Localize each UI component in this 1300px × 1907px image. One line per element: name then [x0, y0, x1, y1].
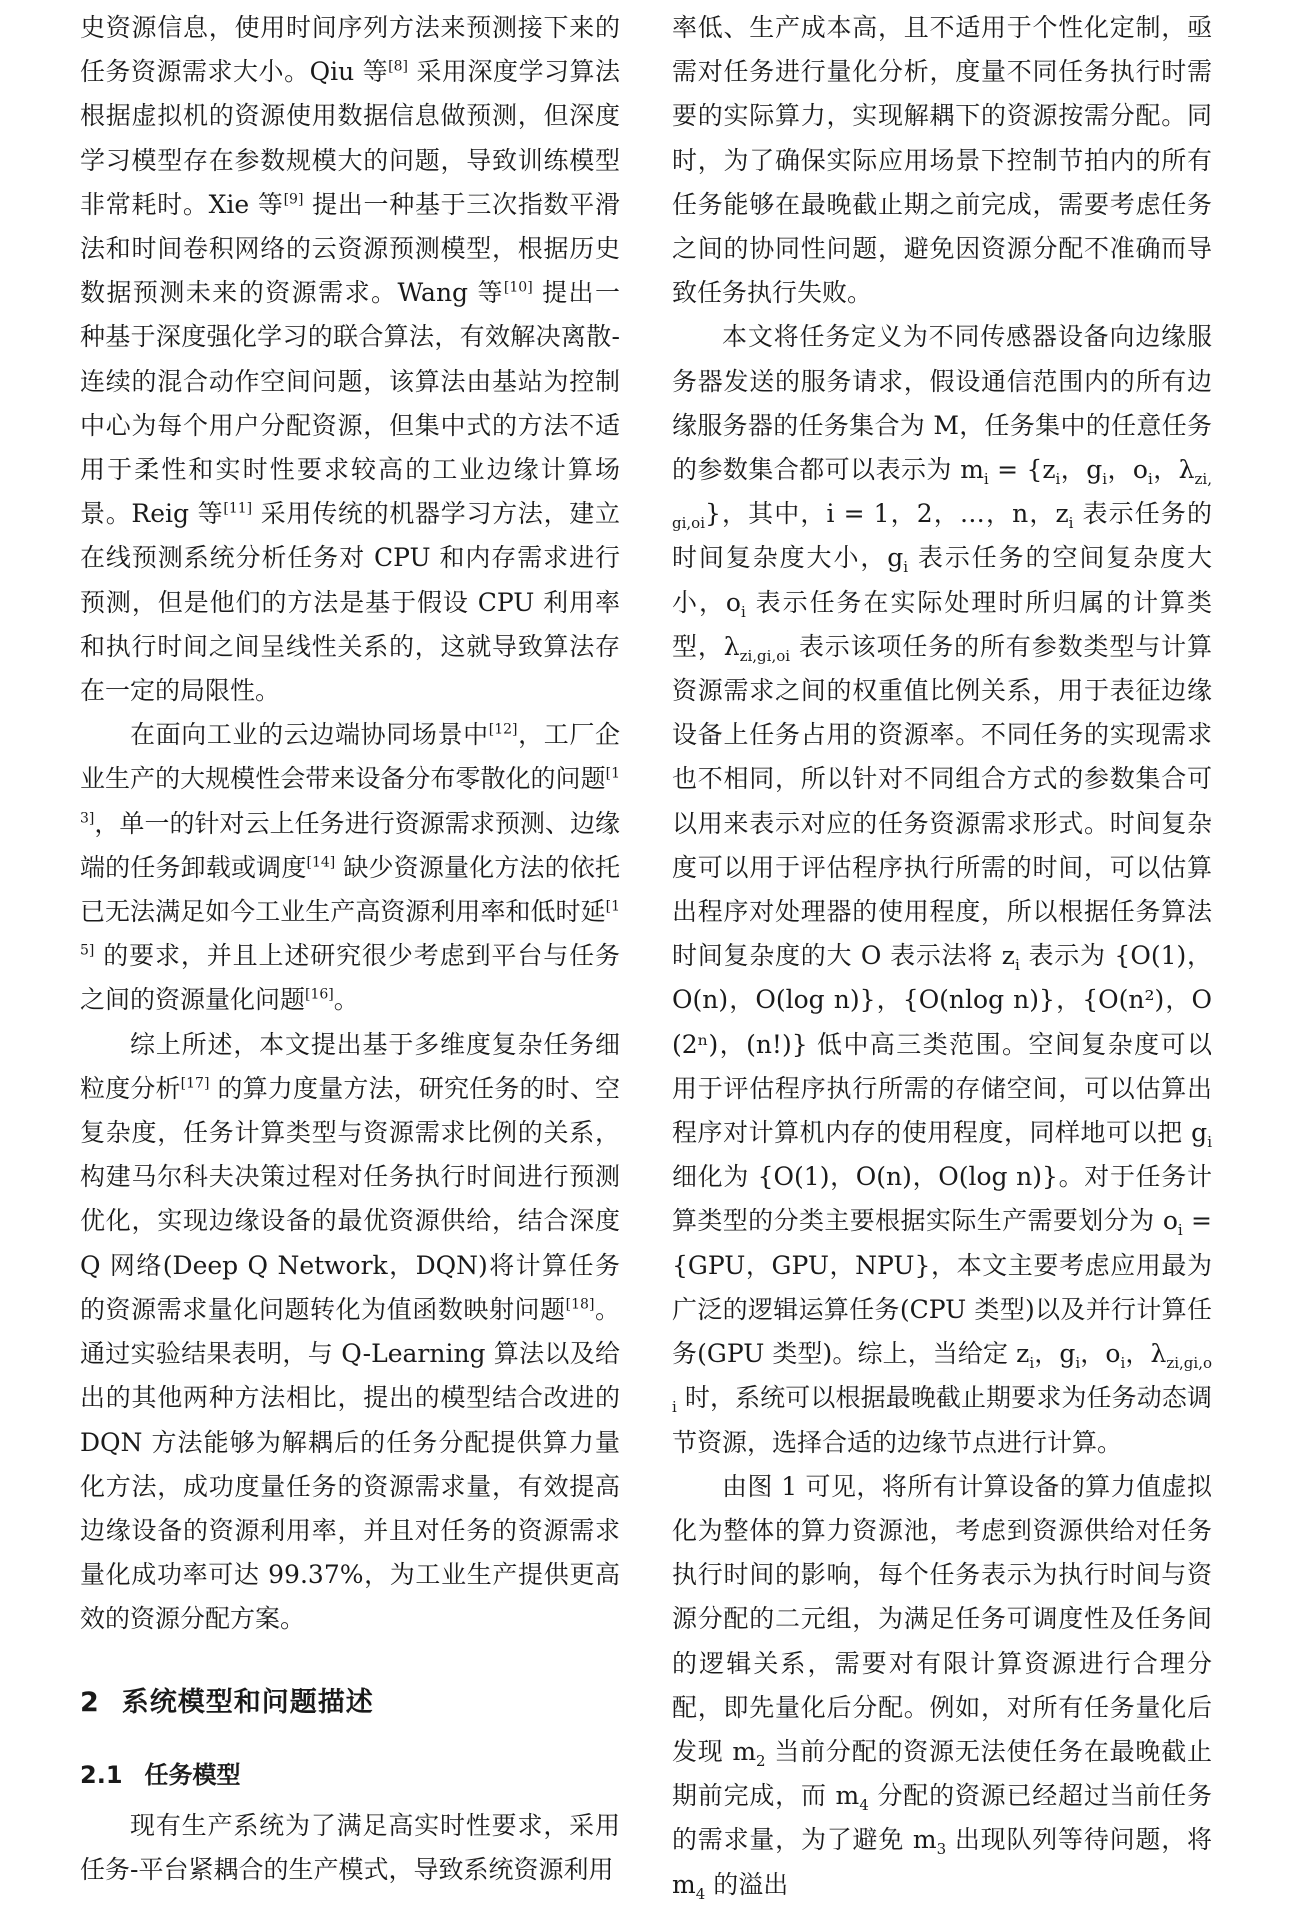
text: 。通过实验结果表明，与 Q-Learning 算法以及给出的其他两种方法相比，提出的模型结合改进的 DQN 方法能够为解耦后的任务分配提供算力量化方法，成功度量任务的资源需求量，有效提高边缘设备的资源利用率，并且对任务的资源需求量化成功率可达 99.37%，为工业生产提供更高效的资源分配方案。 — [80, 1294, 620, 1634]
text: = {GPU，GPU，NPU}，本文主要考虑应用最为广泛的逻辑运算任务(CPU 类型)以及并行计算任务(GPU 类型)。综上，当给定 z — [672, 1206, 1212, 1369]
text: 提出一种基于三次指数平滑法和时间卷积网络的云资源预测模型，根据历史数据预测未来的资源需求。Wang 等 — [80, 189, 620, 308]
text: ，单一的针对云上任务进行资源需求预测、边缘端的任务卸载或调度 — [80, 808, 620, 882]
subscript: i — [1055, 470, 1061, 489]
text: ，o — [1080, 1339, 1121, 1369]
text: 。 — [333, 985, 359, 1015]
text: 在面向工业的云边端协同场景中 — [130, 720, 489, 750]
subscript: zi,gi,oi — [739, 646, 791, 665]
subscript: i — [740, 602, 746, 621]
subscript: zi,gi,oi — [672, 1354, 1212, 1417]
text: 表示任务的空间复杂度大小，o — [672, 543, 1212, 617]
text: ，工厂企业生产的大规模性会带来设备分布零散化的问题 — [80, 720, 620, 794]
right-column — [672, 6, 1212, 1907]
subscript: i — [903, 558, 909, 577]
subscript: i — [1120, 1354, 1126, 1373]
text: 采用深度学习算法根据虚拟机的资源使用数据信息做预测，但深度学习模型存在参数规模大的问题，导致训练模型非常耗时。Xie 等 — [80, 57, 620, 219]
text: 出现队列等待问题，将 m — [672, 1825, 1212, 1899]
subscript: i — [1177, 1221, 1183, 1240]
citation: [16] — [305, 987, 334, 1004]
text: 表示任务在实际处理时所归属的计算类型，λ — [672, 587, 1212, 661]
left-column — [80, 6, 620, 1892]
subsection-title: 任务模型 — [144, 1760, 241, 1789]
subscript: 2 — [756, 1751, 766, 1770]
subscript: i — [1147, 470, 1153, 489]
text: 表示为 {O(1)，O(n)，O(log n)}，{O(nlog n)}，{O(n²)，O(2ⁿ)，(n!)} 低中高三类范围。空间复杂度可以用于评估程序执行所需的存储空间，可以估算出程序对计算机内存的使用程度，同样地可以把 g — [672, 941, 1212, 1148]
section-heading-2 — [80, 1680, 620, 1719]
text: 本文将任务定义为不同传感器设备向边缘服务器发送的服务请求，假设通信范围内的所有边缘服务器的任务集合为 M，任务集中的任意任务的参数集合都可以表示为 m — [672, 322, 1212, 485]
subsection-number: 2.1 — [80, 1760, 123, 1789]
subscript: i — [1075, 1354, 1081, 1373]
citation: [15] — [80, 898, 620, 959]
subscript: 4 — [695, 1884, 706, 1903]
left-paragraph-3 — [80, 1023, 620, 1642]
citation: [18] — [565, 1296, 595, 1313]
citation: [11] — [223, 500, 253, 517]
text: 的溢出 — [705, 1869, 789, 1899]
text: 缺少资源量化方法的依托已无法满足如今工业生产高资源利用率和低时延 — [80, 852, 620, 927]
citation: [8] — [388, 58, 408, 75]
text: 表示该项任务的所有参数类型与计算资源需求之间的权重值比例关系，用于表征边缘设备上任务占用的资源率。不同任务的实现需求也不相同，所以针对不同组合方式的参数集合可以用来表示对应的任务资源需求形式。时间复杂度可以用于评估程序执行所需的时间，可以估算出程序对处理器的使用程度，所以根据任务算法时间复杂度的大 O 表示法将 z — [672, 631, 1212, 971]
citation: [17] — [180, 1075, 210, 1092]
subscript: i — [1029, 1354, 1035, 1373]
text: ，o — [1107, 455, 1148, 485]
text: 细化为 {O(1)，O(n)，O(log n)}。对于任务计算类型的分类主要根据实际生产需要划分为 o — [672, 1162, 1212, 1236]
text: ，g — [1034, 1339, 1076, 1369]
citation: [10] — [503, 279, 533, 296]
text: ，λ — [1152, 455, 1195, 485]
subscript: i — [1207, 1133, 1212, 1152]
subscript: i — [1068, 514, 1074, 533]
text: 提出一种基于深度强化学习的联合算法，有效解决离散-连续的混合动作空间问题，该算法由基站为控制中心为每个用户分配资源，但集中式的方法不适用于柔性和实时性要求较高的工业边缘计算场景。Reig 等 — [80, 278, 620, 529]
citation: [9] — [283, 191, 304, 208]
text: 时，系统可以根据最晚截止期要求为任务动态调节资源，选择合适的边缘节点进行计算。 — [672, 1383, 1212, 1457]
text: 采用传统的机器学习方法，建立在线预测系统分析任务对 CPU 和内存需求进行预测，但是他们的方法是基于假设 CPU 利用率和执行时间之间呈线性关系的，这就导致算法存在一定的局限性。 — [80, 499, 620, 706]
section-title: 系统模型和问题描述 — [121, 1686, 374, 1718]
subscript: 4 — [859, 1796, 869, 1815]
citation: [12] — [488, 721, 518, 738]
left-paragraph-4: 现有生产系统为了满足高实时性要求，采用任务-平台紧耦合的生产模式，导致系统资源利用 — [80, 1810, 620, 1884]
citation: [14] — [306, 854, 336, 871]
subscript: 3 — [936, 1840, 947, 1859]
text: 表示任务的时间复杂度大小，g — [672, 499, 1213, 573]
text: 当前分配的资源无法使任务在最晚截止期前完成，而 m — [672, 1736, 1212, 1811]
section-number: 2 — [80, 1686, 100, 1718]
subscript: zi,gi,oi — [672, 470, 1212, 533]
subscript: i — [1102, 470, 1108, 489]
text: 的算力度量方法，研究任务的时、空复杂度，任务计算类型与资源需求比例的关系，构建马尔科夫决策过程对任务执行时间进行预测优化，实现边缘设备的最优资源供给，结合深度 Q 网络(Deep Q Network，DQN)将计算任务的资源需求量化问题转化为值函数映射问题 — [80, 1073, 620, 1324]
subscript: i — [983, 470, 989, 489]
right-paragraph-2 — [672, 315, 1212, 1464]
left-paragraph-2 — [80, 713, 620, 1022]
text: 的要求，并且上述研究很少考虑到平台与任务之间的资源量化问题 — [80, 941, 620, 1015]
text: = {z — [988, 455, 1056, 485]
text: 综上所述，本文提出基于多维度复杂任务细粒度分析 — [80, 1029, 620, 1103]
left-paragraph-1 — [80, 6, 620, 713]
subsection-heading-2-1 — [80, 1755, 620, 1790]
right-paragraph-3 — [672, 1465, 1212, 1907]
citation: [13] — [80, 766, 620, 827]
subscript: i — [1014, 956, 1020, 975]
text: ，λ — [1125, 1339, 1167, 1369]
text: ，g — [1060, 455, 1103, 485]
text: 分配的资源已经超过当前任务的需求量，为了避免 m — [672, 1781, 1212, 1855]
text: 由图 1 可见，将所有计算设备的算力值虚拟化为整体的算力资源池，考虑到资源供给对任务执行时间的影响，每个任务表示为执行时间与资源分配的二元组，为满足任务可调度性及任务间的逻辑关系，需要对有限计算资源进行合理分配，即先量化后分配。例如，对所有任务量化后发现 m — [672, 1471, 1212, 1766]
text: }，其中，i = 1，2，…，n，z — [705, 499, 1069, 529]
right-paragraph-1: 率低、生产成本高，且不适用于个性化定制，亟需对任务进行量化分析，度量不同任务执行时需要的实际算力，实现解耦下的资源按需分配。同时，为了确保实际应用场景下控制节拍内的所有任务能够在最晚截止期之前完成，需要考虑任务之间的协同性问题，避免因资源分配不准确而导致任务执行失败。 — [672, 13, 1212, 308]
text: 史资源信息，使用时间序列方法来预测接下来的任务资源需求大小。Qiu 等 — [80, 13, 620, 87]
